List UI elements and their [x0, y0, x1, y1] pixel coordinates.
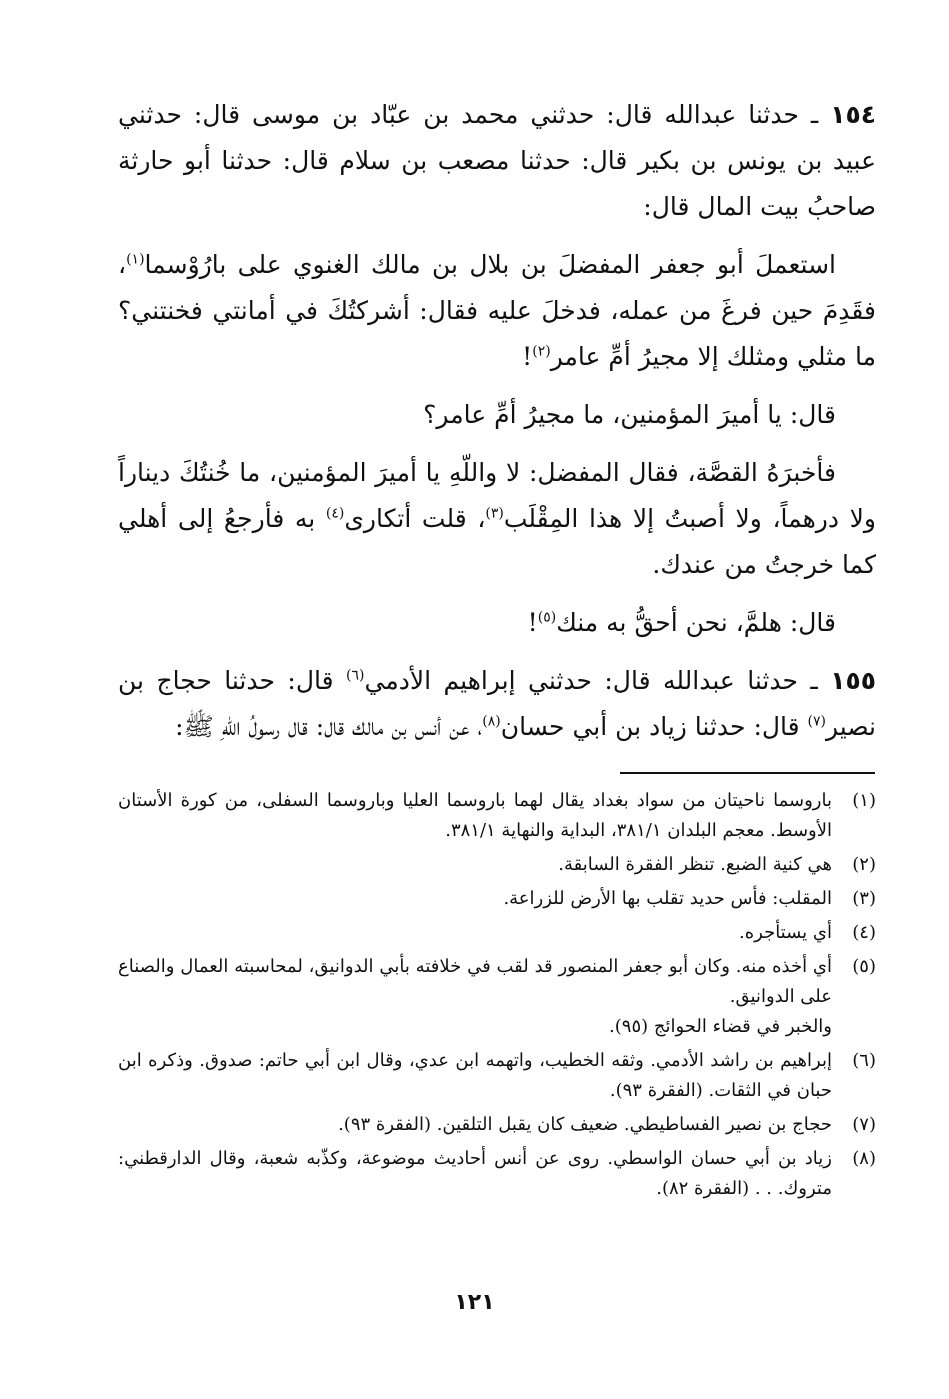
footnote-5-source: والخبر في قضاء الحوائج (٩٥).: [609, 1016, 832, 1037]
body-text: !: [527, 608, 538, 637]
footnote-5: [118, 952, 876, 1012]
footnote-text: حجاج بن نصير الفساطيطي. ضعيف كان يقبل التلقين. (الفقرة ٩٣).: [338, 1114, 832, 1135]
footnote-number: (٨): [852, 1148, 876, 1169]
footnote-ref-4[interactable]: (٤): [325, 505, 345, 522]
footnote-7: [118, 1110, 876, 1140]
isnad-text: ـ حدثنا عبدالله قال: حدثني محمد بن عبّاد بن موسى قال: حدثني عبيد بن يونس بن بكير قال: حدثنا مصعب بن سلام قال: حدثنا أبو حارثة صاحبُ بيت المال قال:: [118, 100, 876, 221]
footnote-number: (٤): [852, 922, 876, 943]
footnote-8: [118, 1144, 876, 1204]
hadith-154-reply: [118, 392, 876, 438]
body-text: !: [522, 342, 533, 371]
hadith-154-ending: [118, 600, 876, 646]
footnote-text: هي كنية الضبع. تنظر الفقرة السابقة.: [558, 854, 832, 875]
footnote-2: [118, 850, 876, 880]
body-text: استعملَ أبو جعفر المفضلَ بن بلال بن مالك الغنوي على بارُوْسما: [144, 250, 836, 279]
body-text: قال: حدثنا حجاج بن نصير: [118, 666, 876, 741]
footnote-ref-5[interactable]: (٥): [537, 609, 557, 626]
footnote-number: (٢): [852, 854, 876, 875]
hadith-number: ١٥٥: [830, 666, 876, 695]
footnote-divider: [620, 772, 875, 774]
body-text: ـ حدثنا عبدالله قال: حدثني إبراهيم الأدمي: [364, 666, 831, 695]
hadith-154-isnad: [118, 92, 876, 230]
hadith-number: ١٥٤: [830, 100, 876, 129]
body-text: ، فقَدِمَ حين فرغَ من عمله، فدخلَ عليه فقال: أشركتُكَ في أمانتي فخنتني؟ ما مثلي ومثلك إلا مجيرُ أمِّ عامر: [118, 250, 876, 371]
body-text: ، قلت أتكارى: [344, 504, 486, 533]
footnotes: [118, 786, 876, 1208]
body-text: فأخبرَهُ القصَّة، فقال المفضل: لا واللّهِ يا أميرَ المؤمنين، ما خُنتُكَ ديناراً ولا درهماً، ولا أصبتُ إلا هذا المِقْلَب: [118, 458, 876, 533]
footnote-1: [118, 786, 876, 846]
footnote-text: المقلب: فأس حديد تقلب بها الأرض للزراعة.: [503, 888, 832, 909]
body-text: قال: يا أميرَ المؤمنين، ما مجيرُ أمِّ عامر؟: [423, 400, 836, 429]
page-number: ١٢١: [454, 1290, 495, 1315]
hadith-154-body: [118, 242, 876, 380]
body-text: قال: هلمَّ، نحن أحقُّ به منك: [556, 608, 836, 637]
hadith-155: [118, 658, 876, 750]
footnote-text: زياد بن أبي حسان الواسطي. روى عن أنس أحاديث موضوعة، وكذّبه شعبة، وقال الدارقطني: متروك. . . (الفقرة ٨٢).: [118, 1148, 832, 1199]
footnote-ref-8[interactable]: (٨): [482, 713, 501, 730]
footnote-ref-2[interactable]: (٢): [532, 343, 551, 360]
footnote-6: [118, 1046, 876, 1106]
footnote-text: باروسما ناحيتان من سواد بغداد يقال لهما باروسما العليا وباروسما السفلى، من كورة الأستان الأوسط. معجم البلدان ٣٨١/١، البداية والنهاية ٣٨١/١.: [118, 790, 832, 841]
body-text: ، عن أنس بن مالك قال: قال رسولُ اللّهِ ﷺ:: [175, 712, 483, 741]
footnote-text: أي أخذه منه. وكان أبو جعفر المنصور قد لقب في خلافته بأبي الدوانيق، لمحاسبته العمال والصناع على الدوانيق.: [118, 956, 832, 1007]
footnote-number: (٣): [852, 888, 876, 909]
footnote-ref-1[interactable]: (١): [126, 251, 145, 268]
footnote-text: إبراهيم بن راشد الأدمي. وثقه الخطيب، واتهمه ابن عدي، وقال ابن أبي حاتم: صدوق. وذكره ابن حبان في الثقات. (الفقرة ٩٣).: [118, 1050, 832, 1101]
body-text: قال: حدثنا زياد بن أبي حسان: [500, 712, 808, 741]
hadith-154-story: [118, 450, 876, 588]
footnote-number: (٧): [852, 1114, 876, 1135]
footnote-number: (١): [852, 790, 876, 811]
footnote-number: (٦): [852, 1050, 876, 1071]
footnote-ref-7[interactable]: (٧): [807, 713, 827, 730]
footnote-3: [118, 884, 876, 914]
footnote-4: [118, 918, 876, 948]
footnote-ref-6[interactable]: (٦): [346, 667, 365, 684]
main-text: [118, 92, 876, 762]
footnote-number: (٥): [852, 956, 876, 977]
footnote-ref-3[interactable]: (٣): [485, 505, 504, 522]
footnote-text: أي يستأجره.: [738, 922, 832, 943]
body-text: به فأرجعُ إلى أهلي كما خرجتُ من عندك.: [118, 504, 876, 579]
